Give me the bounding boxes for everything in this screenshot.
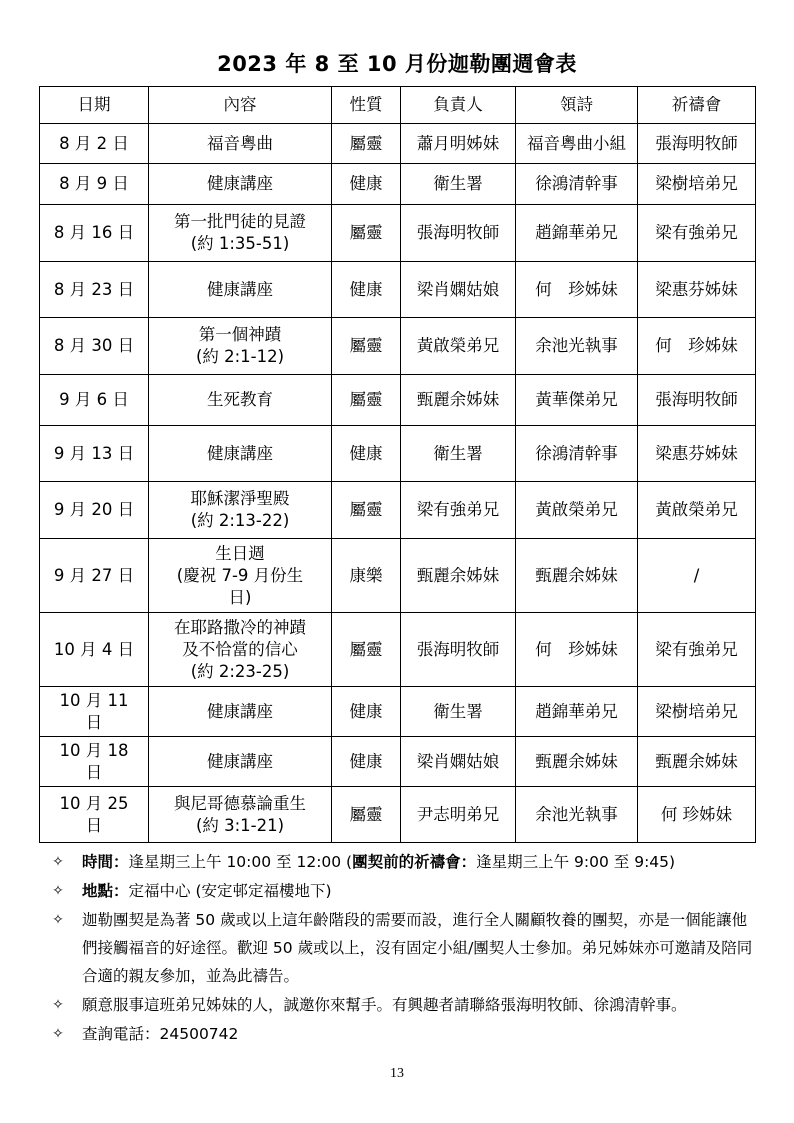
table-row bbox=[40, 262, 756, 318]
cell-hymn: 福音粵曲小組 bbox=[516, 124, 638, 164]
cell-nature: 健康 bbox=[332, 687, 401, 737]
cell-leader: 梁肖嫻姑娘 bbox=[401, 262, 516, 318]
cell-leader: 梁有強弟兄 bbox=[401, 482, 516, 539]
page-title: 2023 年 8 至 10 月份迦勒團週會表 bbox=[217, 52, 577, 76]
time-label: 時間： bbox=[82, 853, 129, 871]
cell-nature: 健康 bbox=[332, 262, 401, 318]
cell-hymn: 何 珍姊妹 bbox=[516, 262, 638, 318]
cell-nature: 屬靈 bbox=[332, 482, 401, 539]
schedule-table bbox=[39, 86, 756, 843]
prayer-meeting-label: 團契前的祈禱會： bbox=[352, 853, 477, 871]
cell-nature: 健康 bbox=[332, 737, 401, 787]
cell-hymn: 余池光執事 bbox=[516, 787, 638, 843]
cell-leader: 黃啟榮弟兄 bbox=[401, 318, 516, 375]
cell-prayer: 何 珍姊妹 bbox=[638, 787, 756, 843]
cell-date: 8 月 2 日 bbox=[40, 124, 149, 164]
intro-text: 迦勒團契是為著 50 歲或以上這年齡階段的需要而設，進行全人關顧牧養的團契，亦是一個能讓他們接觸福音的好途徑。歡迎 50 歲或以上，沒有固定小組/團契人士參加。弟兄姊妹亦可邀請及陪同合適的親友參加，並為此禱告。 bbox=[82, 911, 753, 985]
prayer-meeting-text: 逢星期三上午 9:00 至 9:45) bbox=[476, 853, 676, 871]
cell-topic: 健康講座 bbox=[149, 164, 332, 205]
cell-date: 10 月 25 日 bbox=[40, 787, 149, 843]
cell-nature: 屬靈 bbox=[332, 375, 401, 426]
page-number: 13 bbox=[390, 1066, 404, 1081]
cell-topic: 耶穌潔淨聖殿 (約 2:13-22) bbox=[149, 482, 332, 539]
cell-hymn: 余池光執事 bbox=[516, 318, 638, 375]
cell-prayer: 梁有強弟兄 bbox=[638, 613, 756, 687]
cell-prayer: 張海明牧師 bbox=[638, 375, 756, 426]
cell-hymn: 何 珍姊妹 bbox=[516, 613, 638, 687]
table-header-row bbox=[40, 87, 756, 124]
table-row bbox=[40, 737, 756, 787]
diamond-star-icon: ✧ bbox=[52, 883, 64, 899]
note-enquiry bbox=[48, 1020, 753, 1048]
cell-topic: 生日週 (慶祝 7-9 月份生 日) bbox=[149, 539, 332, 613]
cell-topic: 健康講座 bbox=[149, 737, 332, 787]
cell-prayer: 甄麗余姊妹 bbox=[638, 737, 756, 787]
table-row bbox=[40, 164, 756, 205]
cell-date: 9 月 6 日 bbox=[40, 375, 149, 426]
note-place bbox=[48, 877, 753, 905]
table-row bbox=[40, 613, 756, 687]
cell-topic: 第一批門徒的見證 (約 1:35-51) bbox=[149, 205, 332, 262]
cell-nature: 屬靈 bbox=[332, 124, 401, 164]
cell-prayer: 梁惠芬姊妹 bbox=[638, 262, 756, 318]
diamond-star-icon: ✧ bbox=[52, 912, 64, 928]
cell-prayer: 梁惠芬姊妹 bbox=[638, 426, 756, 482]
cell-hymn: 徐鴻清幹事 bbox=[516, 426, 638, 482]
cell-prayer: 何 珍姊妹 bbox=[638, 318, 756, 375]
header-prayer-meeting: 祈禱會 bbox=[638, 87, 756, 124]
cell-nature: 健康 bbox=[332, 164, 401, 205]
cell-topic: 健康講座 bbox=[149, 426, 332, 482]
place-text: 定福中心 (安定邨定福樓地下) bbox=[128, 882, 332, 900]
cell-date: 10 月 11 日 bbox=[40, 687, 149, 737]
time-text: 逢星期三上午 10:00 至 12:00 ( bbox=[128, 853, 353, 871]
cell-date: 10 月 4 日 bbox=[40, 613, 149, 687]
cell-topic: 生死教育 bbox=[149, 375, 332, 426]
cell-nature: 屬靈 bbox=[332, 613, 401, 687]
cell-topic: 福音粵曲 bbox=[149, 124, 332, 164]
cell-hymn: 甄麗余姊妹 bbox=[516, 737, 638, 787]
cell-hymn: 趙錦華弟兄 bbox=[516, 205, 638, 262]
cell-date: 10 月 18 日 bbox=[40, 737, 149, 787]
diamond-star-icon: ✧ bbox=[52, 1026, 64, 1042]
table-row bbox=[40, 426, 756, 482]
note-intro bbox=[48, 906, 753, 990]
table-row bbox=[40, 205, 756, 262]
cell-topic: 第一個神蹟 (約 2:1-12) bbox=[149, 318, 332, 375]
cell-leader: 甄麗余姊妹 bbox=[401, 375, 516, 426]
header-content: 內容 bbox=[149, 87, 332, 124]
cell-hymn: 黃啟榮弟兄 bbox=[516, 482, 638, 539]
cell-leader: 尹志明弟兄 bbox=[401, 787, 516, 843]
diamond-star-icon: ✧ bbox=[52, 854, 64, 870]
table-row bbox=[40, 539, 756, 613]
cell-nature: 康樂 bbox=[332, 539, 401, 613]
cell-leader: 梁肖嫻姑娘 bbox=[401, 737, 516, 787]
cell-leader: 衛生署 bbox=[401, 164, 516, 205]
cell-prayer: / bbox=[638, 539, 756, 613]
cell-leader: 甄麗余姊妹 bbox=[401, 539, 516, 613]
cell-prayer: 張海明牧師 bbox=[638, 124, 756, 164]
cell-date: 9 月 27 日 bbox=[40, 539, 149, 613]
cell-hymn: 黃華傑弟兄 bbox=[516, 375, 638, 426]
cell-nature: 屬靈 bbox=[332, 787, 401, 843]
cell-topic: 與尼哥德慕論重生 (約 3:1-21) bbox=[149, 787, 332, 843]
cell-date: 9 月 13 日 bbox=[40, 426, 149, 482]
header-leader: 負責人 bbox=[401, 87, 516, 124]
serve-text: 願意服事這班弟兄姊妹的人，誠邀你來幫手。有興趣者請聯絡張海明牧師、徐鴻清幹事。 bbox=[82, 996, 687, 1014]
cell-nature: 健康 bbox=[332, 426, 401, 482]
table-row bbox=[40, 482, 756, 539]
cell-date: 9 月 20 日 bbox=[40, 482, 149, 539]
cell-prayer: 梁有強弟兄 bbox=[638, 205, 756, 262]
cell-hymn: 趙錦華弟兄 bbox=[516, 687, 638, 737]
cell-leader: 蕭月明姊妹 bbox=[401, 124, 516, 164]
cell-leader: 衛生署 bbox=[401, 687, 516, 737]
note-time bbox=[48, 848, 753, 876]
cell-nature: 屬靈 bbox=[332, 318, 401, 375]
table-row bbox=[40, 787, 756, 843]
cell-date: 8 月 9 日 bbox=[40, 164, 149, 205]
cell-date: 8 月 16 日 bbox=[40, 205, 149, 262]
cell-topic: 健康講座 bbox=[149, 687, 332, 737]
notes-list bbox=[48, 848, 753, 1049]
cell-date: 8 月 30 日 bbox=[40, 318, 149, 375]
place-label: 地點： bbox=[82, 882, 129, 900]
table-row bbox=[40, 687, 756, 737]
table-row bbox=[40, 124, 756, 164]
table-row bbox=[40, 318, 756, 375]
cell-leader: 衛生署 bbox=[401, 426, 516, 482]
cell-topic: 在耶路撒冷的神蹟 及不恰當的信心 (約 2:23-25) bbox=[149, 613, 332, 687]
header-hymn-leader: 領詩 bbox=[516, 87, 638, 124]
cell-prayer: 黃啟榮弟兄 bbox=[638, 482, 756, 539]
cell-leader: 張海明牧師 bbox=[401, 613, 516, 687]
header-date: 日期 bbox=[40, 87, 149, 124]
enquiry-text: 查詢電話：24500742 bbox=[82, 1025, 239, 1043]
cell-hymn: 徐鴻清幹事 bbox=[516, 164, 638, 205]
cell-hymn: 甄麗余姊妹 bbox=[516, 539, 638, 613]
header-nature: 性質 bbox=[332, 87, 401, 124]
diamond-star-icon: ✧ bbox=[52, 997, 64, 1013]
cell-prayer: 梁樹培弟兄 bbox=[638, 687, 756, 737]
cell-nature: 屬靈 bbox=[332, 205, 401, 262]
cell-date: 8 月 23 日 bbox=[40, 262, 149, 318]
note-serve bbox=[48, 991, 753, 1019]
cell-topic: 健康講座 bbox=[149, 262, 332, 318]
table-row bbox=[40, 375, 756, 426]
cell-leader: 張海明牧師 bbox=[401, 205, 516, 262]
cell-prayer: 梁樹培弟兄 bbox=[638, 164, 756, 205]
